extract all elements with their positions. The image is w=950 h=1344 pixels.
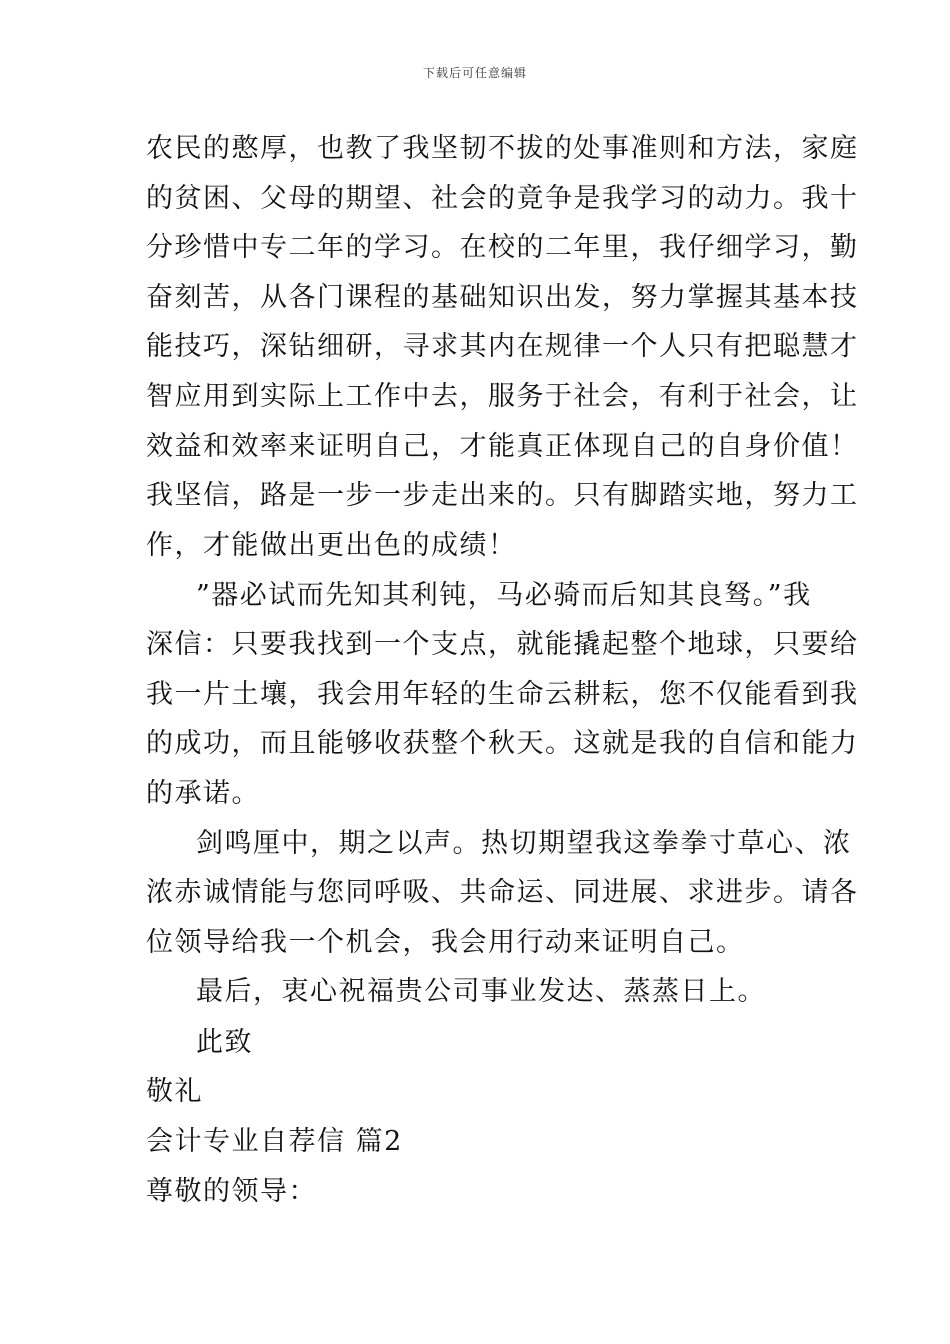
salutation-closing: 此致 bbox=[196, 1027, 253, 1058]
body-line: 能技巧，深钻细研，寻求其内在规律一个人只有把聪慧才 bbox=[146, 331, 859, 362]
body-line: 位领导给我一个机会，我会用行动来证明自己。 bbox=[146, 927, 745, 958]
paragraph-start-line: 剑鸣厘中，期之以声。热切期望我这拳拳寸草心、浓 bbox=[196, 828, 852, 859]
body-line: 的贫困、父母的期望、社会的竟争是我学习的动力。我十 bbox=[146, 183, 859, 214]
page-header: 下载后可任意编辑 bbox=[422, 66, 527, 80]
body-line: 作，才能做出更出色的成绩！ bbox=[146, 530, 517, 561]
body-line: 分珍惜中专二年的学习。在校的二年里，我仔细学习，勤 bbox=[146, 232, 859, 263]
paragraph-start-line: ”器必试而先知其利钝，马必骑而后知其良驽。”我 bbox=[196, 580, 812, 611]
body-line: 的成功，而且能够收获整个秋天。这就是我的自信和能力 bbox=[146, 728, 859, 759]
body-line: 效益和效率来证明自己，才能真正体现自己的自身价值！ bbox=[146, 431, 859, 462]
body-line: 智应用到实际上工作中去，服务于社会，有利于社会，让 bbox=[146, 381, 859, 412]
body-line: 我坚信，路是一步一步走出来的。只有脚踏实地，努力工 bbox=[146, 480, 859, 511]
body-line: 我一片土壤，我会用年轻的生命云耕耘，您不仅能看到我 bbox=[146, 679, 859, 710]
body-line: 的承诺。 bbox=[146, 778, 260, 809]
body-line: 深信：只要我找到一个支点，就能撬起整个地球，只要给 bbox=[146, 629, 859, 660]
body-line: 农民的憨厚，也教了我坚韧不拔的处事准则和方法，家庭 bbox=[146, 133, 859, 164]
body-line: 浓赤诚情能与您同呼吸、共命运、同进展、求进步。请各 bbox=[146, 877, 859, 908]
salutation-respect: 敬礼 bbox=[146, 1076, 203, 1107]
closing-wish: 最后，衷心祝福贵公司事业发达、蒸蒸日上。 bbox=[196, 976, 766, 1007]
greeting: 尊敬的领导： bbox=[146, 1176, 317, 1207]
section-title: 会计专业自荐信 篇2 bbox=[146, 1126, 403, 1157]
body-line: 奋刻苦，从各门课程的基础知识出发，努力掌握其基本技 bbox=[146, 282, 859, 313]
